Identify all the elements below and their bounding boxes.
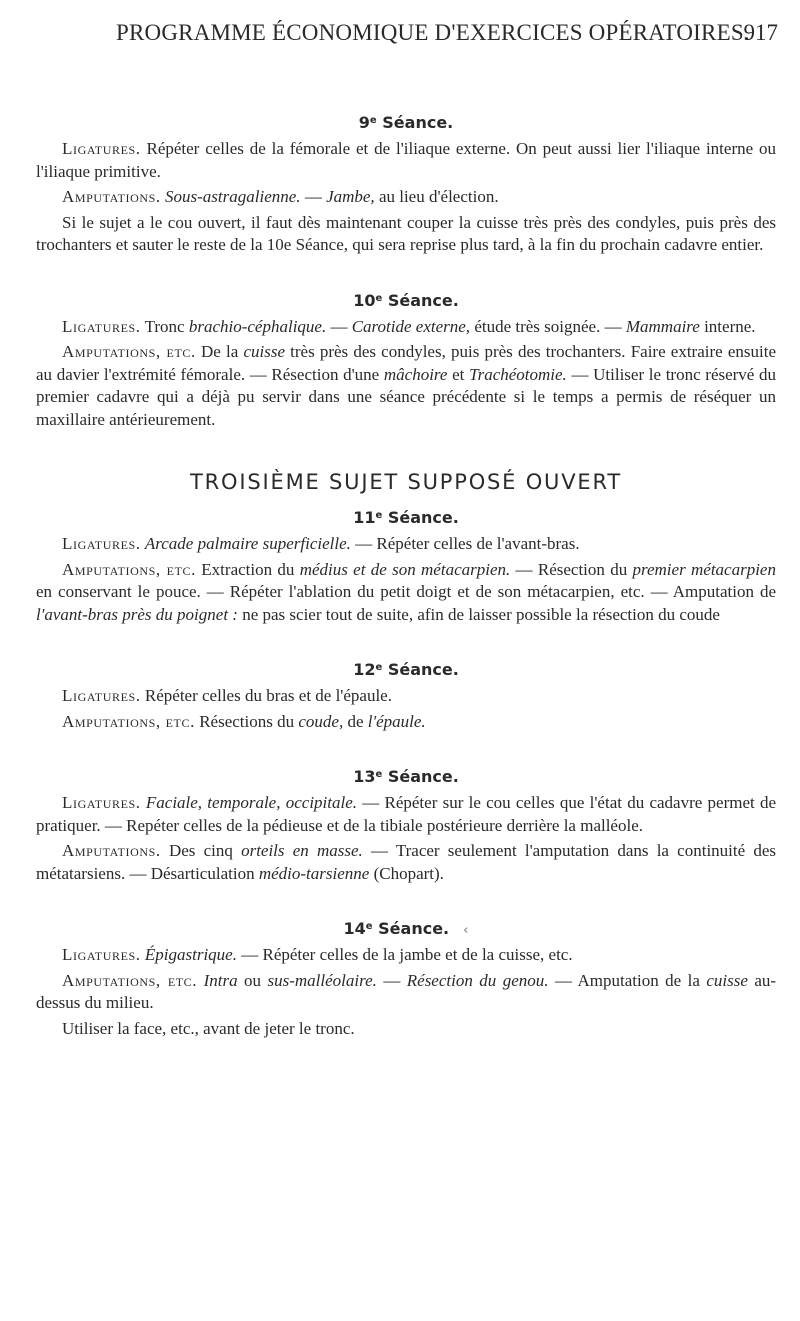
seance-heading [36,655,776,681]
seance-heading [36,762,776,788]
paragraph-text: étude très soignée. — [470,316,626,336]
seance-word: Séance. [387,290,459,310]
italic-term: l'épaule. [367,711,426,731]
italic-term: coude, [298,711,344,731]
italic-term: médio-tarsienne [258,863,370,883]
ordinal-suffix: e [375,769,383,780]
ligatures-paragraph [36,533,776,556]
italic-term: brachio-céphalique. [188,316,327,336]
seance-11 [36,503,776,626]
note-paragraph: Utiliser la face, etc., avant de jeter le tronc. [62,1018,355,1038]
seance-14 [36,914,776,1040]
paragraph-text: — Tracer seulement l'amputation dans la continuité des métatarsiens. — Désarticulation [36,841,777,883]
paragraph-text: (Chopart). [369,863,444,883]
paragraph-text: et [447,364,470,384]
seance-number: 14 [343,919,366,938]
spacer [36,736,776,762]
ordinal-suffix: e [375,662,383,673]
paragraph-text: — Répéter sur le cou celles que l'état du cadavre permet de pratiquer. — Repéter celles de la pédieuse et de la tibiale postérieure derrière la malléole. [36,793,777,835]
paragraph-text: ou [237,970,268,990]
section-title: TROISIÈME SUJET SUPPOSÉ OUVERT [190,470,622,494]
ordinal-suffix: e [369,115,377,126]
running-title: PROGRAMME ÉCONOMIQUE D'EXERCICES OPÉRATOIRES. [116,20,750,45]
paragraph-text: Répéter celles de la fémorale et de l'iliaque externe. On peut aussi lier l'iliaque interne ou l'iliaque primitive. [36,139,776,181]
seance-word: Séance. [387,508,459,527]
seance-9 [36,108,776,257]
amputations-paragraph [36,186,776,209]
ligatures-paragraph [36,316,776,339]
ordinal-suffix: e [375,510,383,521]
amputations-paragraph [36,970,776,1015]
amputations-label: Amputations, etc. [62,711,195,731]
page-number: 917 [743,20,778,45]
seance-heading [36,108,776,134]
seance-word: Séance. [378,919,450,938]
italic-term: orteils en masse. [241,841,363,860]
ligatures-label: Ligatures. [62,316,141,336]
seance-heading [36,914,776,940]
paragraph-text: au lieu d'élection. [374,187,499,206]
ligatures-paragraph [36,792,776,837]
paragraph-text: — Répéter celles de l'avant-bras. [350,534,580,553]
paragraph-text: ne pas scier tout de suite, afin de laisser possible la résection du coude [237,604,720,624]
spacer [36,260,776,286]
paragraph-text: — Résection du [510,559,633,579]
paragraph-text: Des cinq [160,841,242,860]
paragraph-text: — [326,316,352,336]
seance-word: Séance. [382,113,454,132]
seance-heading [36,286,776,312]
paragraph-text: de [343,711,368,731]
italic-term: premier métacarpien [632,559,776,579]
seance-10 [36,286,776,432]
paragraph-text: — [300,187,327,206]
seance-number: 9 [358,113,370,132]
paragraph-text: en conservant le pouce. — Répéter l'ablation du petit doigt et de son métacarpien, etc. — Amputation de [36,582,776,601]
margin-mark: ‹ [463,923,469,938]
ordinal-suffix: e [375,292,383,304]
seance-12 [36,655,776,733]
paragraph-text: très près des condyles, puis près des trochanters. Faire extraire ensuite au davier l'extrémité fémorale. — Résection d'une [36,342,777,384]
spacer [36,629,776,655]
ligatures-paragraph [36,138,776,183]
ordinal-suffix: e [365,921,373,932]
paragraph-text: Répéter celles du bras et de l'épaule. [140,686,392,705]
seance-number: 10 [353,290,376,310]
seance-number: 12 [353,660,376,679]
ligatures-label: Ligatures. [62,793,141,812]
ligatures-paragraph [36,944,776,967]
paragraph-text: De la [195,342,244,361]
note-paragraph: Si le sujet a le cou ouvert, il faut dès maintenant couper la cuisse très près des condyles, puis près des trochanters et sauter le reste de la 10e Séance, qui sera reprise plus tard, à la fin du prochain cadavre entier. [36,212,776,254]
seance-number: 13 [353,767,376,786]
paragraph-text: — [376,970,407,990]
ligatures-label: Ligatures. [62,534,141,553]
italic-term: mâchoire [383,364,448,384]
italic-term: Résection du genou. [406,970,549,990]
italic-term: l'avant-bras près du poignet : [36,604,238,624]
amputations-paragraph [36,711,776,734]
ligatures-label: Ligatures. [62,139,141,158]
italic-term: Intra [203,970,238,990]
italic-term: Sous-astragalienne. [165,187,301,206]
italic-term: Épigastrique. [144,945,237,964]
amputations-paragraph [36,559,776,627]
ligatures-label: Ligatures. [62,945,141,964]
seance-13 [36,762,776,885]
amputations-paragraph [36,840,776,885]
ligatures-label: Ligatures. [62,686,141,705]
italic-term: sus-malléolaire. [267,970,377,990]
amputations-paragraph [36,341,776,431]
seance-word: Séance. [387,767,459,786]
italic-term: Carotide externe, [351,316,471,336]
amputations-label: Amputations, etc. [62,342,196,361]
paragraph-text: au-dessus du milieu. [36,970,777,1012]
paragraph-text: Résections du [194,711,299,731]
spacer [36,888,776,914]
paragraph-text: — Répéter celles de la jambe et de la cuisse, etc. [236,945,573,964]
seance-word: Séance. [387,660,459,679]
paragraph-text: — Utiliser le tronc réservé du premier cadavre qui a déjà pu servir dans une séance précédente si le temps a permis de réséquer un maxillaire antérieurement. [36,364,777,429]
seance-heading [36,503,776,529]
amputations-label: Amputations, etc. [62,970,198,990]
amputations-label: Amputations. [62,187,161,206]
paragraph-text: Tronc [140,316,189,336]
ligatures-paragraph [36,685,776,708]
italic-term: médius et de son métacarpien. [299,559,511,579]
italic-term: Faciale, temporale, occipitale. [145,793,358,812]
amputations-label: Amputations. [62,841,161,860]
paragraph-text: — Amputation de la [548,970,707,990]
italic-term: cuisse [706,970,748,990]
amputations-label: Amputations, etc. [62,559,196,579]
paragraph-text: Extraction du [196,559,300,579]
italic-term: Jambe, [326,187,375,206]
italic-term: cuisse [243,342,285,361]
italic-term: Trachéotomie. [469,364,567,384]
paragraph-text: interne. [699,316,756,336]
seance-number: 11 [353,508,376,527]
page-content [36,108,776,1043]
italic-term: Mammaire [625,316,700,336]
running-head [34,14,778,54]
italic-term: Arcade palmaire superficielle. [144,534,351,553]
